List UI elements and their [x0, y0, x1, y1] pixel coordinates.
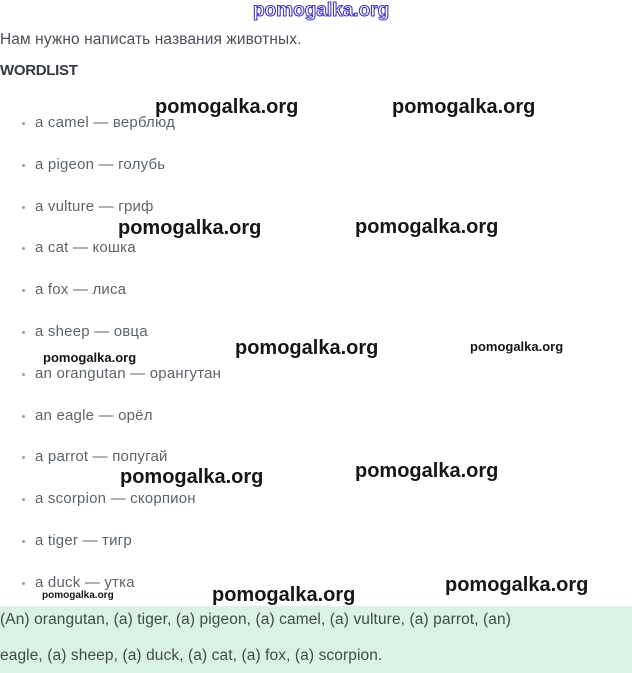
wordlist-item-label: a tiger — тигр — [35, 531, 132, 549]
site-watermark: pomogalka.org — [212, 584, 356, 606]
wordlist-item — [22, 115, 221, 131]
site-watermark: pomogalka.org — [445, 574, 589, 596]
wordlist-item — [22, 491, 221, 507]
wordlist-item-label: a vulture — гриф — [35, 197, 154, 215]
wordlist-item-label: a sheep — овца — [35, 322, 148, 340]
wordlist-item — [22, 366, 221, 382]
wordlist — [22, 115, 221, 617]
wordlist-item — [22, 324, 221, 340]
wordlist-item-label: a fox — лиса — [35, 281, 127, 299]
bullet-dot — [22, 582, 25, 585]
site-watermark: pomogalka.org — [355, 216, 499, 238]
wordlist-item — [22, 533, 221, 549]
site-watermark: pomogalka.org — [155, 96, 299, 118]
site-watermark: pomogalka.org — [120, 466, 264, 488]
bullet-dot — [22, 373, 25, 376]
wordlist-item-label: a scorpion — скорпион — [35, 490, 196, 508]
bullet-dot — [22, 122, 25, 125]
wordlist-item — [22, 199, 221, 215]
wordlist-item — [22, 240, 221, 256]
bullet-dot — [22, 498, 25, 501]
bullet-dot — [22, 164, 25, 167]
bullet-dot — [22, 289, 25, 292]
wordlist-item-label: a cat — кошка — [35, 239, 136, 257]
site-watermark: pomogalka.org — [355, 460, 499, 482]
wordlist-item — [22, 157, 221, 173]
wordlist-heading: WORDLIST — [0, 62, 78, 79]
site-watermark: pomogalka.org — [470, 339, 564, 354]
wordlist-item — [22, 282, 221, 298]
wordlist-item — [22, 408, 221, 424]
bullet-dot — [22, 540, 25, 543]
bullet-dot — [22, 206, 25, 209]
wordlist-item-label: a parrot — попугай — [35, 448, 168, 466]
site-watermark-outline: pomogalka.org — [253, 0, 390, 21]
wordlist-item — [22, 449, 221, 465]
bullet-dot — [22, 247, 25, 250]
wordlist-item-label: an eagle — орёл — [35, 406, 153, 424]
answer-highlight-box — [0, 606, 632, 673]
wordlist-item — [22, 575, 221, 591]
site-watermark: pomogalka.org — [235, 337, 379, 359]
wordlist-item-label: a duck — утка — [35, 573, 135, 591]
bullet-dot — [22, 456, 25, 459]
answer-line-1: (An) orangutan, (a) tiger, (a) pigeon, (a) camel, (a) vulture, (a) parrot, (an) — [0, 611, 511, 628]
answer-line-2: eagle, (a) sheep, (a) duck, (a) cat, (a) fox, (a) scorpion. — [0, 647, 383, 664]
bullet-dot — [22, 331, 25, 334]
bullet-dot — [22, 415, 25, 418]
wordlist-item-label: a pigeon — голубь — [35, 155, 166, 173]
wordlist-item-label: a camel — верблюд — [35, 114, 176, 131]
site-watermark: pomogalka.org — [392, 96, 536, 118]
site-watermark: pomogalka.org — [43, 350, 137, 365]
site-watermark: pomogalka.org — [118, 217, 262, 239]
wordlist-item-label: an orangutan — орангутан — [35, 364, 222, 382]
site-watermark: pomogalka.org — [42, 590, 114, 601]
task-description: Нам нужно написать названия животных. — [0, 31, 302, 48]
